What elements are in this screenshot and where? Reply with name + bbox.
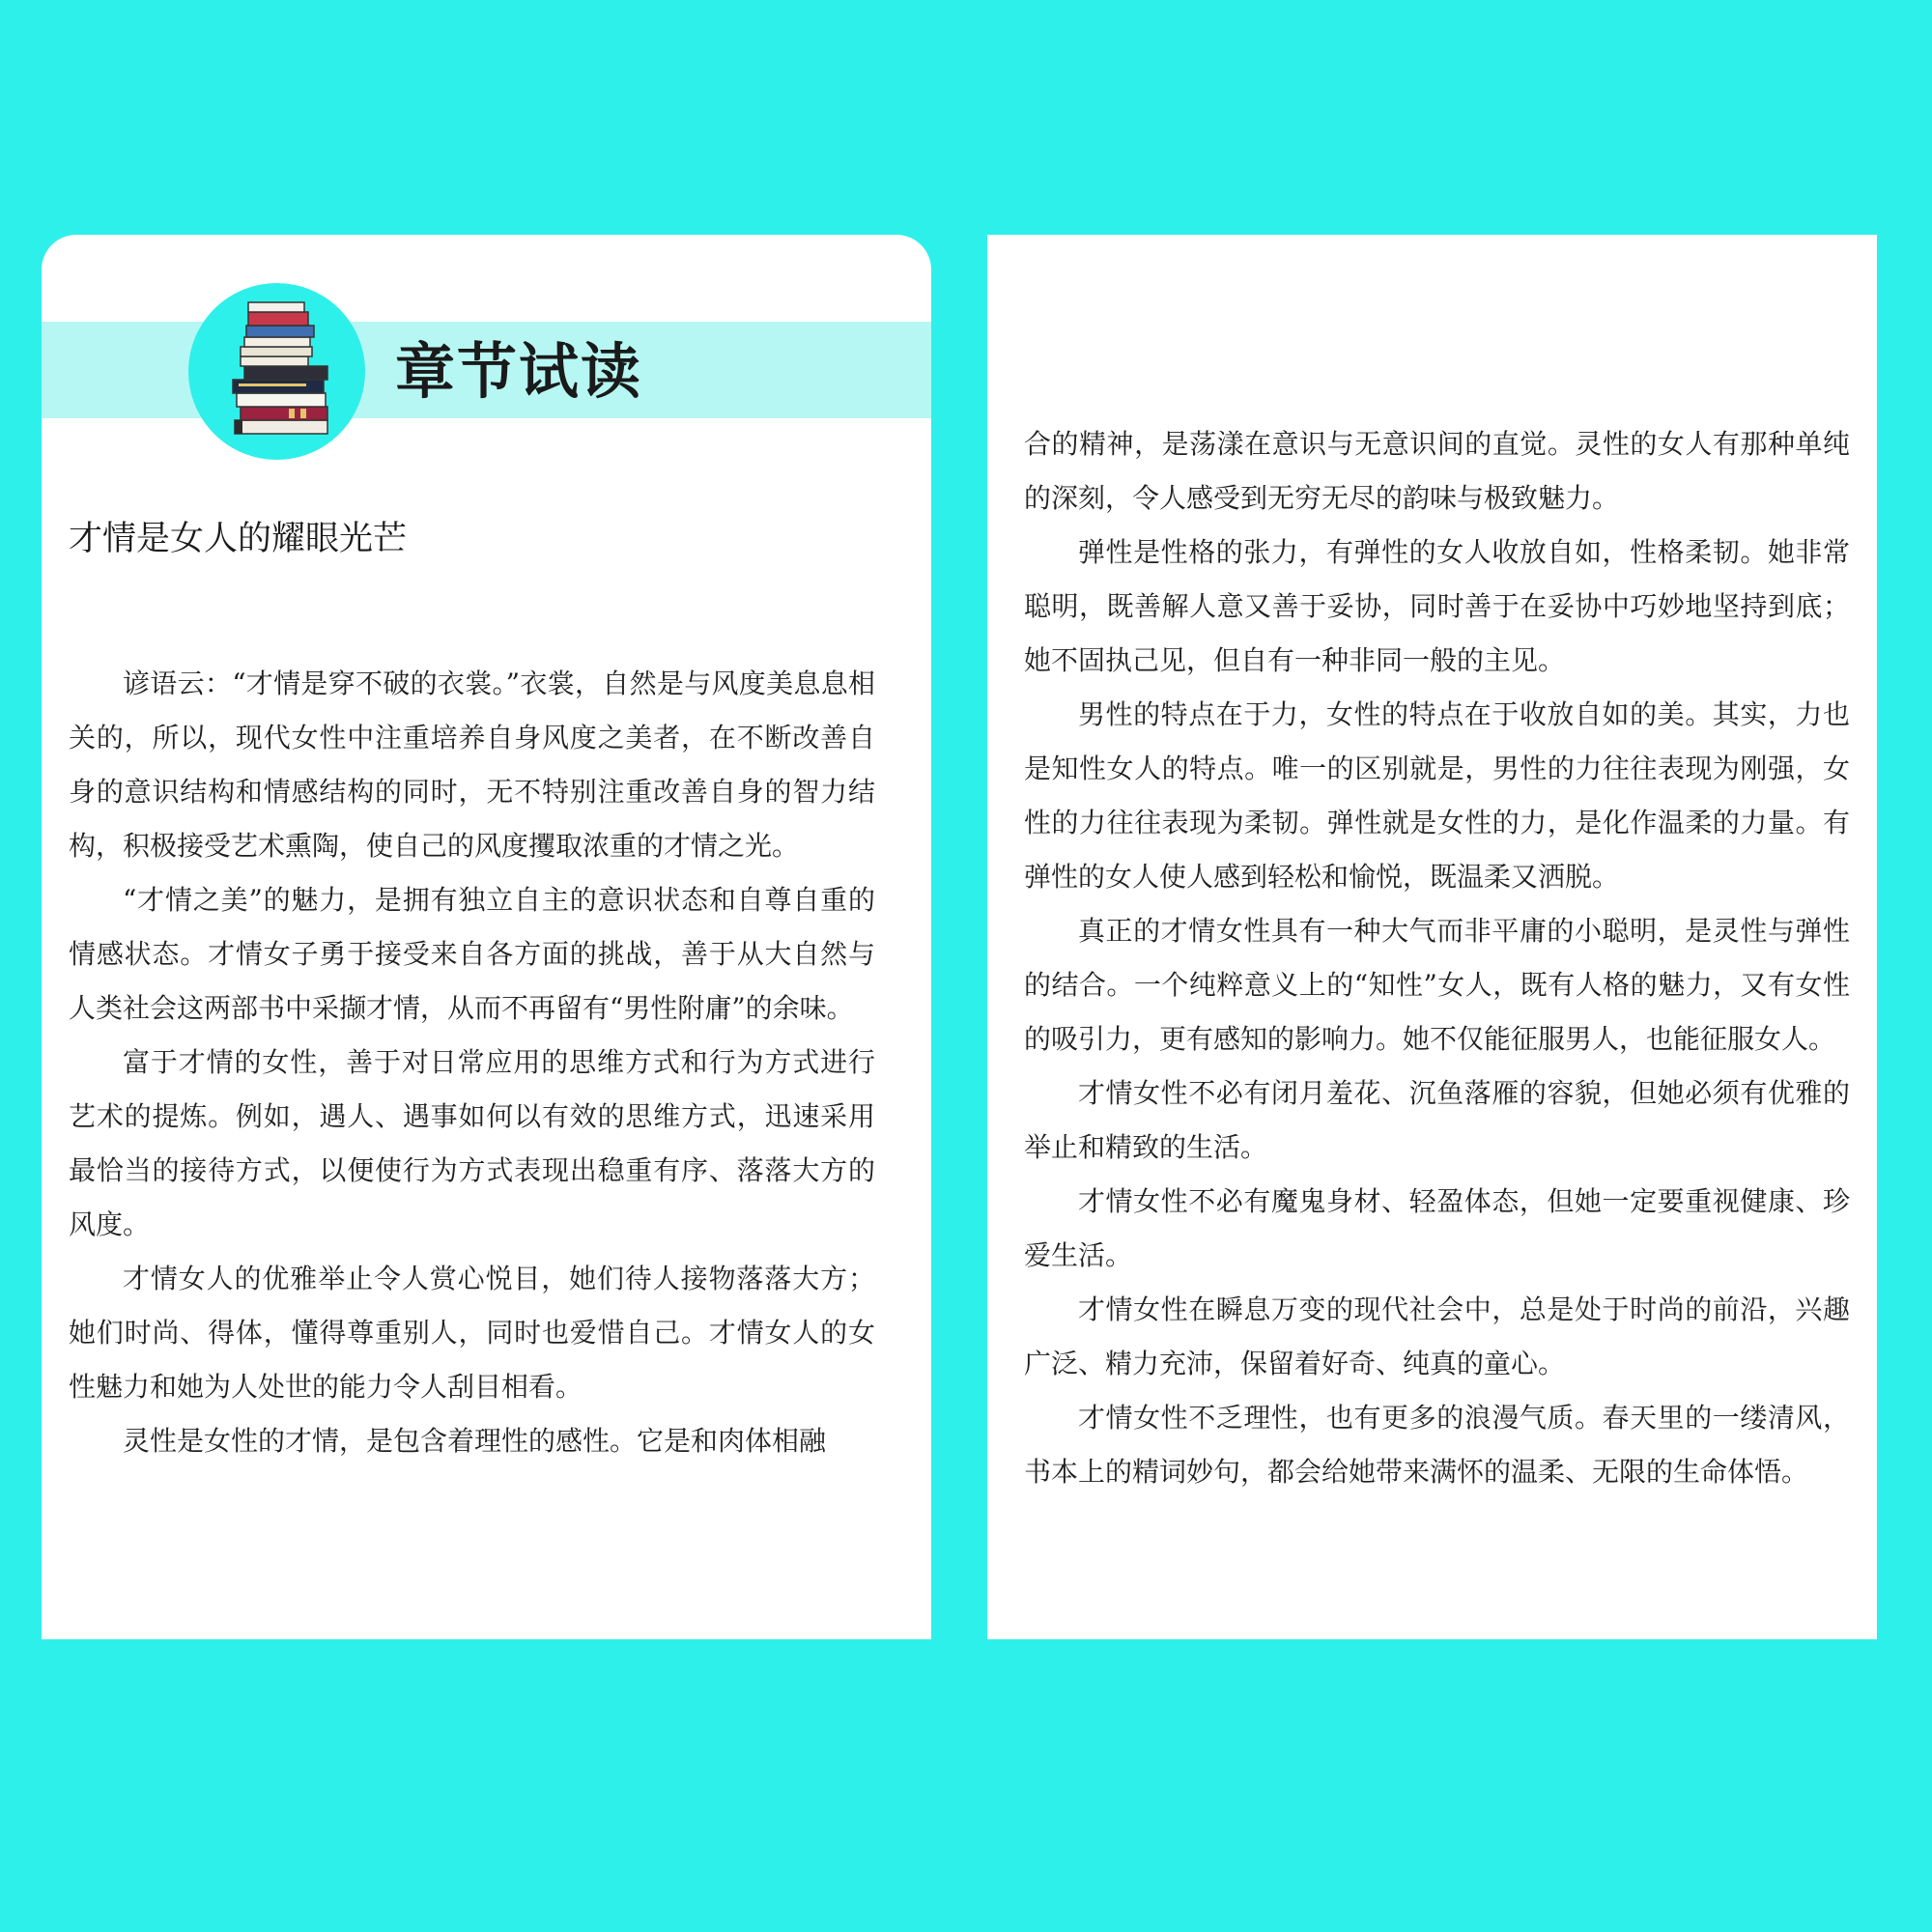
paragraph: 才情女性在瞬息万变的现代社会中，总是处于时尚的前沿，兴趣广泛、精力充沛，保留着好奇、纯真的童心。: [1024, 1293, 1850, 1379]
paragraph-continuation: 合的精神，是荡漾在意识与无意识间的直觉。灵性的女人有那种单纯的深刻，令人感受到无穷无尽的韵味与极致魅力。: [1024, 428, 1850, 514]
paragraph: 谚语云：“才情是穿不破的衣裳。”衣裳，自然是与风度美息息相关的，所以，现代女性中注重培养自身风度之美者，在不断改善自身的意识结构和情感结构的同时，无不特别注重改善自身的智力结构，积极接受艺术熏陶，使自己的风度攫取浓重的才情之光。: [69, 668, 875, 862]
right-text-column: [1024, 417, 1850, 1499]
paragraph: 才情女人的优雅举止令人赏心悦目，她们待人接物落落大方；她们时尚、得体，懂得尊重别人，同时也爱惜自己。才情女人的女性魅力和她为人处世的能力令人刮目相看。: [69, 1263, 875, 1403]
paragraph: 真正的才情女性具有一种大气而非平庸的小聪明，是灵性与弹性的结合。一个纯粹意义上的“知性”女人，既有人格的魅力，又有女性的吸引力，更有感知的影响力。她不仅能征服男人，也能征服女人。: [1024, 915, 1850, 1055]
left-text-column: [69, 657, 875, 1468]
article-title: 才情是女人的耀眼光芒: [69, 520, 408, 558]
paragraph: 才情女性不必有魔鬼身材、轻盈体态，但她一定要重视健康、珍爱生活。: [1024, 1185, 1850, 1271]
right-page: [987, 235, 1877, 1639]
paragraph: 才情女性不乏理性，也有更多的浪漫气质。春天里的一缕清风，书本上的精词妙句，都会给她带来满怀的温柔、无限的生命体悟。: [1024, 1402, 1850, 1488]
paragraph: “才情之美”的魅力，是拥有独立自主的意识状态和自尊自重的情感状态。才情女子勇于接受来自各方面的挑战，善于从大自然与人类社会这两部书中采撷才情，从而不再留有“男性附庸”的余味。: [69, 884, 875, 1024]
paragraph: 才情女性不必有闭月羞花、沉鱼落雁的容貌，但她必须有优雅的举止和精致的生活。: [1024, 1077, 1850, 1163]
left-page: [42, 235, 931, 1639]
paragraph: 灵性是女性的才情，是包含着理性的感性。它是和肉体相融: [123, 1425, 827, 1457]
paragraph: 富于才情的女性，善于对日常应用的思维方式和行为方式进行艺术的提炼。例如，遇人、遇事如何以有效的思维方式，迅速采用最恰当的接待方式，以便使行为方式表现出稳重有序、落落大方的风度。: [69, 1046, 875, 1240]
paragraph: 弹性是性格的张力，有弹性的女人收放自如，性格柔韧。她非常聪明，既善解人意又善于妥协，同时善于在妥协中巧妙地坚持到底；她不固执己见，但自有一种非同一般的主见。: [1024, 536, 1850, 676]
section-title: 章节试读: [395, 336, 643, 407]
books-stack-icon: [231, 298, 337, 441]
paragraph: 男性的特点在于力，女性的特点在于收放自如的美。其实，力也是知性女人的特点。唯一的区别就是，男性的力往往表现为刚强，女性的力往往表现为柔韧。弹性就是女性的力，是化作温柔的力量。有弹性的女人使人感到轻松和愉悦，既温柔又洒脱。: [1024, 698, 1850, 893]
